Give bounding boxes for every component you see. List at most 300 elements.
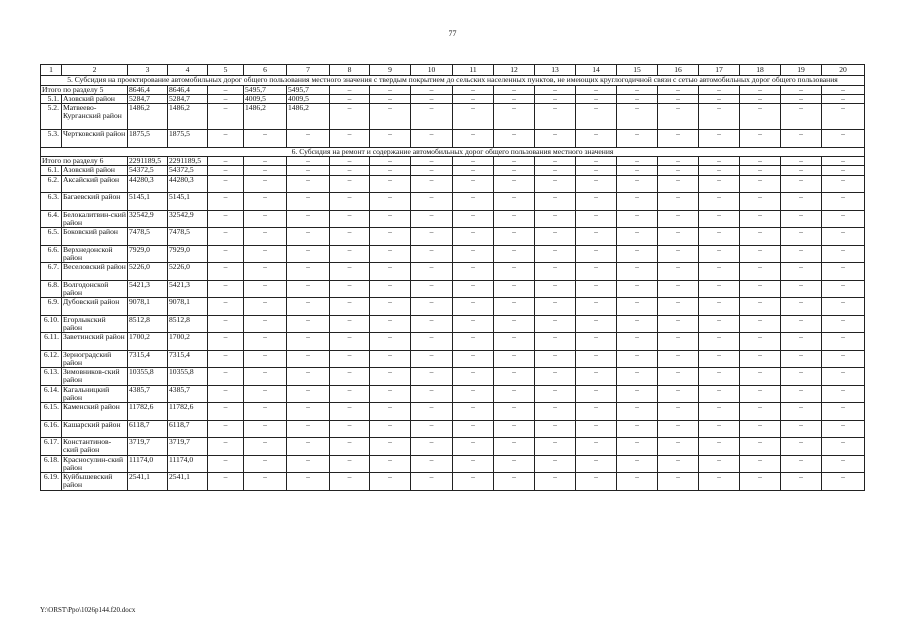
table-cell: – <box>658 94 699 103</box>
row-name: Итого по разделу 6 <box>41 157 128 166</box>
table-cell: – <box>370 193 411 211</box>
table-cell: – <box>740 350 781 368</box>
row-name: Волгодонской район <box>62 280 128 298</box>
table-cell: – <box>617 333 658 351</box>
table-cell: – <box>287 245 330 263</box>
table-cell: – <box>208 298 244 316</box>
table-cell: – <box>699 368 740 386</box>
table-cell: 4385,7 <box>168 385 208 403</box>
table-cell: – <box>535 245 576 263</box>
page-number: 77 <box>448 29 457 38</box>
table-cell: – <box>244 420 287 438</box>
table-cell: – <box>822 94 865 103</box>
table-cell: – <box>287 385 330 403</box>
table-cell: – <box>330 175 370 193</box>
section-total-row <box>41 85 865 94</box>
table-cell: – <box>658 175 699 193</box>
table-cell: – <box>330 94 370 103</box>
table-cell: – <box>699 315 740 333</box>
table-cell: – <box>330 438 370 456</box>
table-cell: – <box>330 315 370 333</box>
table-cell: – <box>453 350 494 368</box>
table-cell: – <box>781 157 822 166</box>
table-cell: – <box>411 245 453 263</box>
table-cell: – <box>535 104 576 130</box>
table-cell: 7478,5 <box>128 228 168 246</box>
table-cell: – <box>576 473 617 491</box>
table-cell: – <box>617 455 658 473</box>
table-cell: – <box>453 368 494 386</box>
table-cell: 11782,6 <box>168 403 208 421</box>
table-row <box>41 280 865 298</box>
table-cell: – <box>740 438 781 456</box>
table-cell: – <box>494 473 535 491</box>
table-cell: – <box>699 350 740 368</box>
table-cell: – <box>658 263 699 281</box>
table-cell: – <box>658 438 699 456</box>
table-row <box>41 350 865 368</box>
table-row <box>41 385 865 403</box>
table-cell: – <box>822 104 865 130</box>
table-cell: – <box>330 385 370 403</box>
column-number: 7 <box>287 65 330 76</box>
table-cell: – <box>287 315 330 333</box>
column-number: 8 <box>330 65 370 76</box>
table-cell: 32542,9 <box>128 210 168 228</box>
table-cell: – <box>781 245 822 263</box>
table-cell: – <box>740 455 781 473</box>
table-cell: – <box>494 245 535 263</box>
table-cell: – <box>535 298 576 316</box>
table-cell: – <box>370 350 411 368</box>
table-cell: – <box>535 350 576 368</box>
table-row <box>41 175 865 193</box>
row-index: 6.14. <box>41 385 62 403</box>
table-cell: – <box>244 368 287 386</box>
table-cell: – <box>208 350 244 368</box>
table-cell: – <box>617 210 658 228</box>
row-name: Егорлыкский район <box>62 315 128 333</box>
column-number: 9 <box>370 65 411 76</box>
table-cell: 6118,7 <box>168 420 208 438</box>
table-cell: – <box>699 385 740 403</box>
table-cell: – <box>244 298 287 316</box>
table-cell: 5284,7 <box>168 94 208 103</box>
table-cell: – <box>370 104 411 130</box>
table-row <box>41 104 865 130</box>
table-cell: – <box>822 455 865 473</box>
table-cell: 44280,3 <box>168 175 208 193</box>
table-cell: – <box>576 210 617 228</box>
row-index: 6.13. <box>41 368 62 386</box>
table-cell: – <box>330 210 370 228</box>
table-cell: – <box>208 403 244 421</box>
table-cell: – <box>576 438 617 456</box>
table-cell: – <box>411 85 453 94</box>
table-cell: – <box>453 175 494 193</box>
table-cell: – <box>576 175 617 193</box>
row-index: 6.12. <box>41 350 62 368</box>
table-cell: – <box>699 245 740 263</box>
table-cell: – <box>370 166 411 175</box>
table-cell: 5226,0 <box>168 263 208 281</box>
table-cell: – <box>699 333 740 351</box>
table-cell: – <box>740 298 781 316</box>
table-cell: – <box>453 157 494 166</box>
table-cell: – <box>244 455 287 473</box>
table-cell: – <box>658 193 699 211</box>
table-cell: – <box>244 280 287 298</box>
table-cell: – <box>287 280 330 298</box>
table-cell: – <box>617 104 658 130</box>
column-number: 20 <box>822 65 865 76</box>
table-cell: – <box>208 280 244 298</box>
budget-table <box>40 64 865 491</box>
table-cell: – <box>658 403 699 421</box>
table-cell: – <box>740 280 781 298</box>
table-cell: – <box>740 210 781 228</box>
table-cell: – <box>494 263 535 281</box>
table-cell: – <box>740 245 781 263</box>
table-cell: 5421,3 <box>128 280 168 298</box>
table-cell: 54372,5 <box>168 166 208 175</box>
table-cell: – <box>617 263 658 281</box>
table-cell: – <box>370 245 411 263</box>
table-cell: – <box>740 420 781 438</box>
table-cell: 7929,0 <box>128 245 168 263</box>
table-cell: 54372,5 <box>128 166 168 175</box>
row-name: Матвеево-Курганский район <box>62 104 128 130</box>
table-cell: – <box>576 245 617 263</box>
table-cell: 2291189,5 <box>168 157 208 166</box>
table-cell: – <box>208 228 244 246</box>
table-cell: – <box>617 94 658 103</box>
table-row <box>41 403 865 421</box>
table-cell: – <box>781 315 822 333</box>
table-cell: – <box>494 385 535 403</box>
table-cell: – <box>411 210 453 228</box>
table-cell: – <box>576 403 617 421</box>
column-number: 16 <box>658 65 699 76</box>
table-cell: – <box>740 193 781 211</box>
table-cell: – <box>781 438 822 456</box>
table-cell: – <box>781 298 822 316</box>
table-cell: – <box>781 420 822 438</box>
table-cell: – <box>208 85 244 94</box>
table-cell: 8646,4 <box>128 85 168 94</box>
table-cell: – <box>658 245 699 263</box>
table-cell: – <box>287 473 330 491</box>
table-cell: – <box>658 385 699 403</box>
table-cell: 4385,7 <box>128 385 168 403</box>
table-cell: 7478,5 <box>168 228 208 246</box>
row-index: 6.8. <box>41 280 62 298</box>
table-cell: – <box>287 166 330 175</box>
table-cell: – <box>244 263 287 281</box>
column-number: 10 <box>411 65 453 76</box>
column-number: 4 <box>168 65 208 76</box>
table-cell: – <box>535 166 576 175</box>
column-number: 19 <box>781 65 822 76</box>
table-row <box>41 315 865 333</box>
table-cell: – <box>740 333 781 351</box>
table-cell: – <box>699 228 740 246</box>
table-cell: – <box>244 157 287 166</box>
table-cell: – <box>822 333 865 351</box>
table-cell: – <box>411 473 453 491</box>
row-name: Веселовский район <box>62 263 128 281</box>
table-cell: – <box>494 315 535 333</box>
row-name: Константинов-ский район <box>62 438 128 456</box>
table-cell: – <box>370 420 411 438</box>
table-cell: – <box>453 298 494 316</box>
table-cell: – <box>453 104 494 130</box>
row-index: 5.1. <box>41 94 62 103</box>
row-name: Куйбышевский район <box>62 473 128 491</box>
table-cell: – <box>494 280 535 298</box>
table-cell: – <box>658 473 699 491</box>
table-cell: – <box>453 403 494 421</box>
table-cell: – <box>494 228 535 246</box>
table-cell: – <box>330 157 370 166</box>
table-cell: – <box>699 420 740 438</box>
table-cell: – <box>287 228 330 246</box>
table-cell: – <box>370 298 411 316</box>
table-cell: – <box>617 175 658 193</box>
table-cell: – <box>576 193 617 211</box>
table-cell: – <box>576 104 617 130</box>
table-cell: – <box>244 130 287 148</box>
table-cell: – <box>208 104 244 130</box>
table-cell: – <box>244 438 287 456</box>
table-cell: – <box>740 385 781 403</box>
table-cell: 5495,7 <box>244 85 287 94</box>
section-total-row <box>41 157 865 166</box>
table-cell: – <box>740 315 781 333</box>
column-number: 5 <box>208 65 244 76</box>
table-cell: – <box>330 263 370 281</box>
table-cell: – <box>494 420 535 438</box>
row-name: Боковский район <box>62 228 128 246</box>
table-cell: – <box>617 315 658 333</box>
row-index: 6.17. <box>41 438 62 456</box>
row-name: Зерноградский район <box>62 350 128 368</box>
table-row <box>41 130 865 148</box>
row-name: Чертковский район <box>62 130 128 148</box>
table-cell: – <box>411 104 453 130</box>
table-cell: – <box>781 166 822 175</box>
row-name: Верхнедонской район <box>62 245 128 263</box>
table-cell: – <box>535 193 576 211</box>
table-cell: – <box>494 333 535 351</box>
table-cell: – <box>822 245 865 263</box>
table-cell: – <box>535 130 576 148</box>
column-number: 14 <box>576 65 617 76</box>
table-cell: – <box>822 368 865 386</box>
table-cell: – <box>208 368 244 386</box>
table-cell: – <box>822 130 865 148</box>
table-cell: 11782,6 <box>128 403 168 421</box>
table-cell: – <box>370 280 411 298</box>
row-index: 6.3. <box>41 193 62 211</box>
table-cell: – <box>411 175 453 193</box>
section-title: 5. Субсидия на проектирование автомобильных дорог общего пользования местного значения с твердым покрытием до сельских населенных пунктов, не имеющих круглогодичной связи с сетью автомобильных дорог общего пользования <box>41 76 865 86</box>
table-cell: – <box>370 455 411 473</box>
table-cell: – <box>453 193 494 211</box>
table-cell: – <box>822 193 865 211</box>
table-cell: – <box>740 263 781 281</box>
row-index: 6.1. <box>41 166 62 175</box>
table-cell: – <box>287 193 330 211</box>
table-cell: – <box>287 403 330 421</box>
table-row <box>41 473 865 491</box>
table-cell: – <box>617 85 658 94</box>
table-cell: – <box>658 157 699 166</box>
column-number: 1 <box>41 65 62 76</box>
table-cell: – <box>576 368 617 386</box>
table-cell: – <box>822 298 865 316</box>
table-cell: 5145,1 <box>128 193 168 211</box>
table-cell: – <box>617 130 658 148</box>
table-cell: 32542,9 <box>168 210 208 228</box>
table-row <box>41 455 865 473</box>
table-cell: – <box>576 263 617 281</box>
table-cell: – <box>453 455 494 473</box>
table-cell: – <box>453 130 494 148</box>
table-cell: – <box>494 350 535 368</box>
table-cell: – <box>535 228 576 246</box>
row-index: 6.11. <box>41 333 62 351</box>
table-cell: 1875,5 <box>128 130 168 148</box>
table-cell: – <box>617 245 658 263</box>
section-title: 6. Субсидия на ремонт и содержание автомобильных дорог общего пользования местного значения <box>41 147 865 157</box>
table-cell: – <box>740 403 781 421</box>
table-cell: – <box>535 175 576 193</box>
table-cell: – <box>208 420 244 438</box>
row-index: 6.10. <box>41 315 62 333</box>
table-cell: – <box>535 315 576 333</box>
table-cell: – <box>658 130 699 148</box>
column-number: 11 <box>453 65 494 76</box>
table-cell: – <box>699 193 740 211</box>
row-index: 6.16. <box>41 420 62 438</box>
table-cell: – <box>699 403 740 421</box>
row-index: 6.4. <box>41 210 62 228</box>
table-cell: – <box>453 228 494 246</box>
table-cell: 10355,8 <box>168 368 208 386</box>
table-cell: – <box>494 157 535 166</box>
table-cell: 4009,5 <box>244 94 287 103</box>
table-cell: – <box>411 420 453 438</box>
row-name: Кашарский район <box>62 420 128 438</box>
table-cell: – <box>494 175 535 193</box>
row-index: 6.15. <box>41 403 62 421</box>
table-cell: – <box>658 228 699 246</box>
table-cell: – <box>453 210 494 228</box>
table-cell: – <box>370 403 411 421</box>
table-row <box>41 210 865 228</box>
table-cell: – <box>576 298 617 316</box>
table-cell: – <box>699 473 740 491</box>
table-cell: – <box>740 368 781 386</box>
table-cell: – <box>370 157 411 166</box>
table-cell: – <box>658 298 699 316</box>
table-cell: 5421,3 <box>168 280 208 298</box>
table-cell: – <box>781 175 822 193</box>
table-cell: – <box>411 403 453 421</box>
table-cell: – <box>781 333 822 351</box>
table-cell: – <box>535 210 576 228</box>
table-cell: – <box>576 130 617 148</box>
table-cell: 1875,5 <box>168 130 208 148</box>
table-cell: – <box>617 166 658 175</box>
table-cell: – <box>370 175 411 193</box>
section-title-row <box>41 76 865 86</box>
column-number: 17 <box>699 65 740 76</box>
table-cell: – <box>330 368 370 386</box>
table-cell: 10355,8 <box>128 368 168 386</box>
row-index: 6.7. <box>41 263 62 281</box>
table-cell: – <box>699 263 740 281</box>
table-cell: – <box>244 193 287 211</box>
table-cell: – <box>370 210 411 228</box>
table-cell: – <box>781 350 822 368</box>
table-cell: – <box>287 210 330 228</box>
table-cell: – <box>208 166 244 175</box>
table-cell: – <box>287 420 330 438</box>
table-cell: – <box>494 166 535 175</box>
table-cell: – <box>411 166 453 175</box>
table-cell: – <box>740 166 781 175</box>
table-cell: – <box>781 228 822 246</box>
row-name: Зимовников-ский район <box>62 368 128 386</box>
table-cell: – <box>208 193 244 211</box>
table-cell: 4009,5 <box>287 94 330 103</box>
table-cell: – <box>330 228 370 246</box>
table-cell: – <box>822 385 865 403</box>
table-cell: – <box>494 210 535 228</box>
table-cell: – <box>330 130 370 148</box>
table-cell: – <box>781 85 822 94</box>
table-cell: – <box>208 245 244 263</box>
table-cell: – <box>453 315 494 333</box>
table-cell: – <box>576 455 617 473</box>
table-cell: 6118,7 <box>128 420 168 438</box>
table-cell: – <box>453 85 494 94</box>
table-cell: – <box>658 280 699 298</box>
table-cell: – <box>494 298 535 316</box>
table-cell: 7315,4 <box>128 350 168 368</box>
column-number: 3 <box>128 65 168 76</box>
column-number: 13 <box>535 65 576 76</box>
table-cell: 5495,7 <box>287 85 330 94</box>
table-cell: – <box>370 473 411 491</box>
table-cell: – <box>330 298 370 316</box>
table-cell: – <box>617 403 658 421</box>
table-cell: – <box>658 166 699 175</box>
table-cell: – <box>822 85 865 94</box>
table-cell: – <box>494 368 535 386</box>
table-cell: – <box>658 455 699 473</box>
table-cell: – <box>287 130 330 148</box>
table-cell: – <box>822 420 865 438</box>
table-cell: 9078,1 <box>128 298 168 316</box>
table-cell: – <box>822 403 865 421</box>
table-cell: – <box>453 333 494 351</box>
table-cell: – <box>535 368 576 386</box>
table-cell: – <box>535 157 576 166</box>
table-cell: – <box>699 85 740 94</box>
